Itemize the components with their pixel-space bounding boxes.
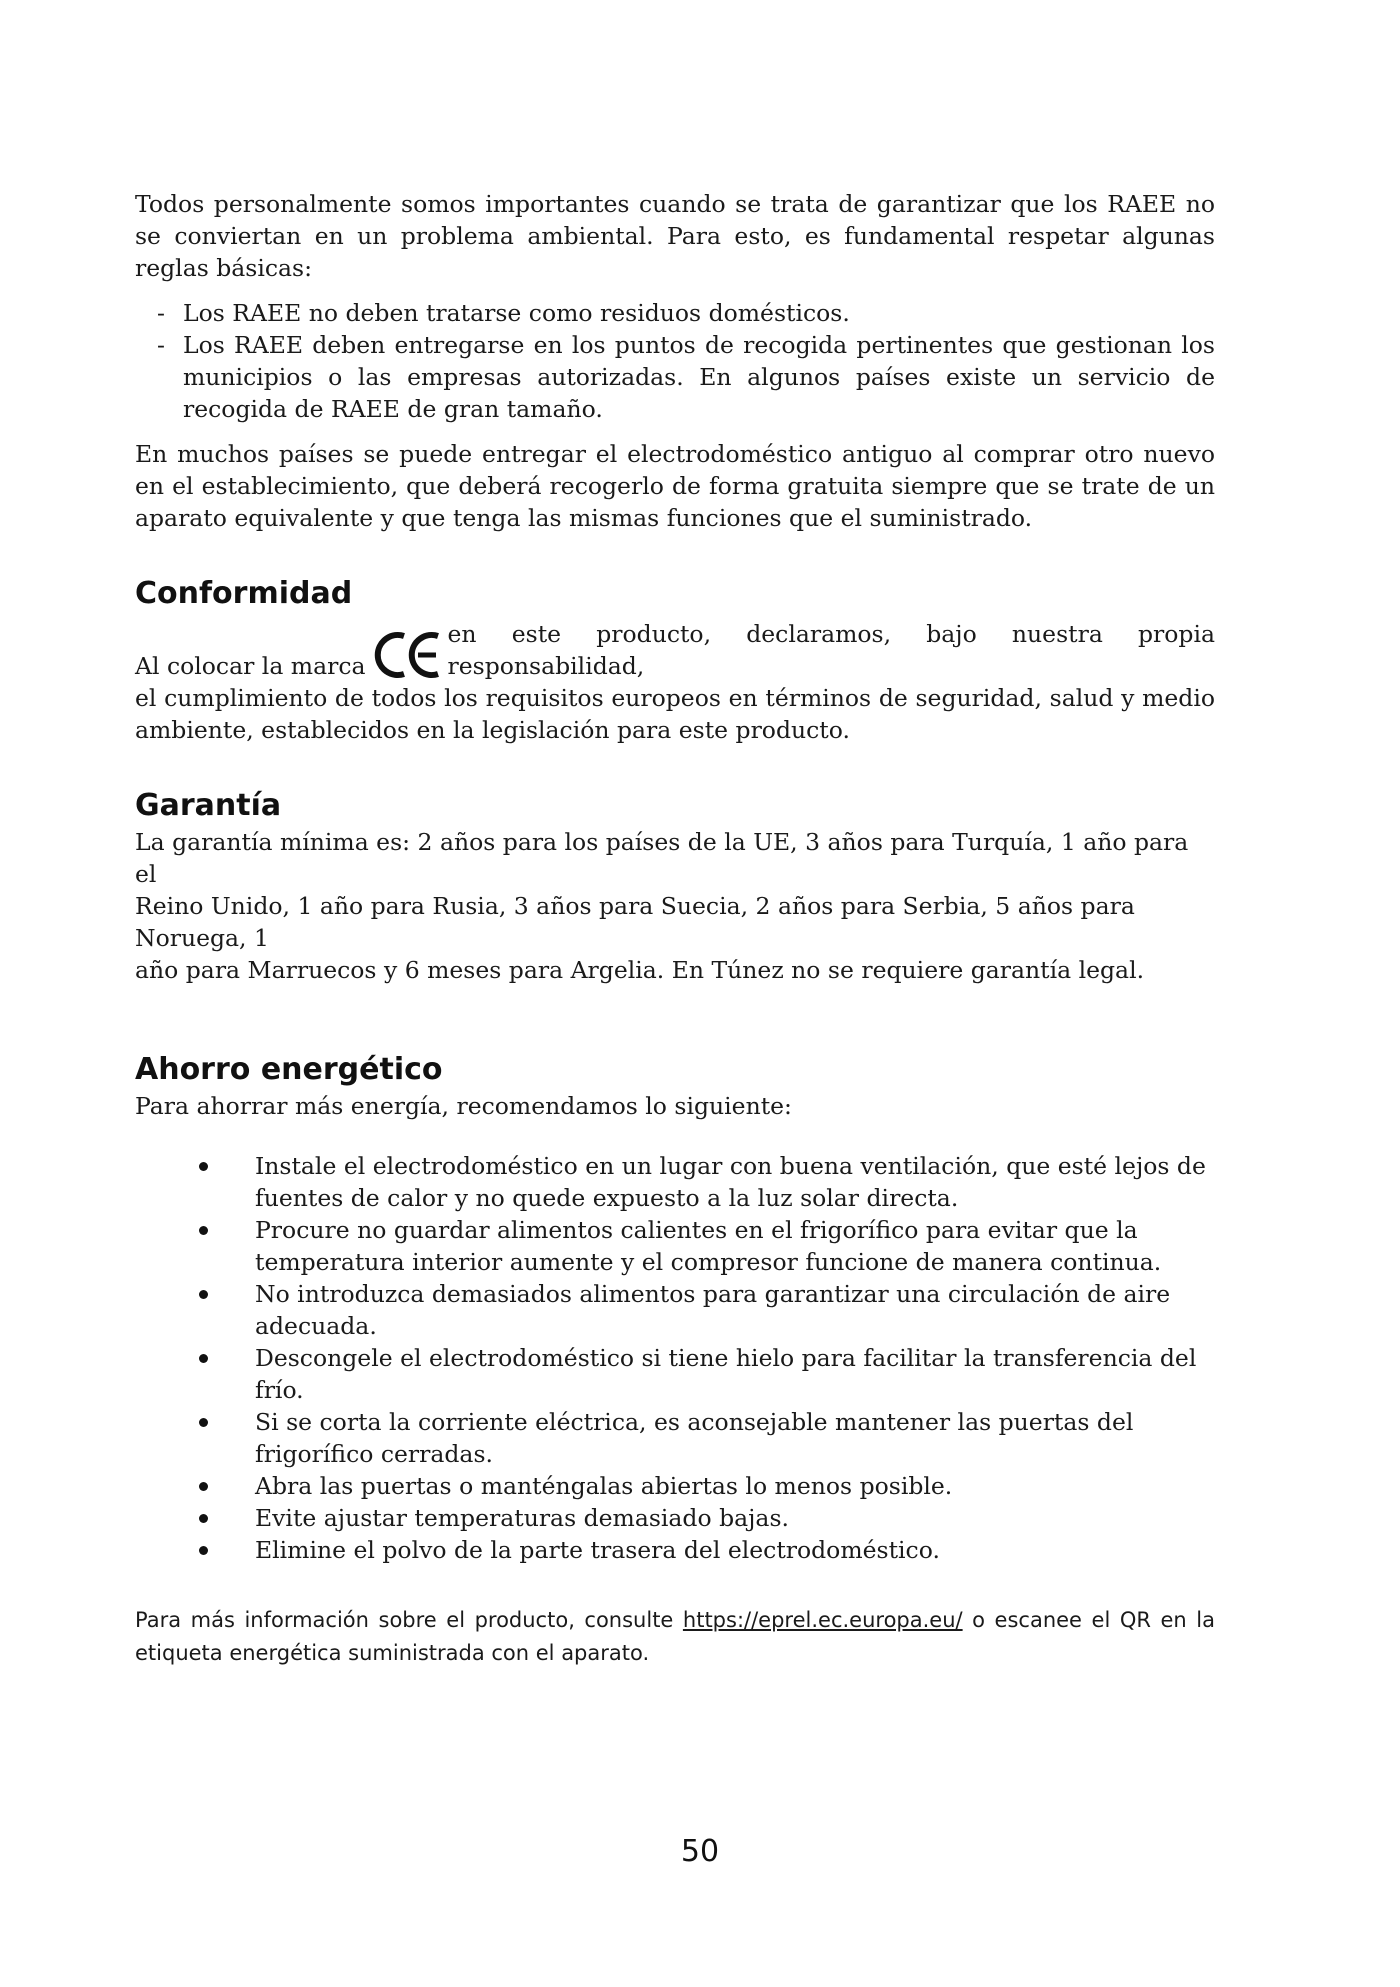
energy-tips-list	[135, 1150, 1215, 1566]
garantia-line: La garantía mínima es: 2 años para los países de la UE, 3 años para Turquía, 1 año para el	[135, 828, 1189, 888]
list-item	[135, 1278, 1215, 1342]
list-item-text: Los RAEE deben entregarse en los puntos de recogida pertinentes que gestionan los municipios o las empresas autorizadas. En algunos países existe un servicio de recogida de RAEE de gran tamaño.	[183, 331, 1215, 423]
section-heading-garantia: Garantía	[135, 788, 282, 823]
conformidad-text-after-mark: en este producto, declaramos, bajo nuestra propia responsabilidad,	[447, 620, 1215, 680]
bullet-icon	[199, 1162, 208, 1171]
bullet-icon	[199, 1418, 208, 1427]
section-heading-ahorro: Ahorro energético	[135, 1052, 443, 1087]
section-heading-conformidad: Conformidad	[135, 576, 353, 611]
list-item	[135, 1214, 1215, 1278]
conformidad-first-line	[135, 618, 1215, 682]
conformidad-text-rest: el cumplimiento de todos los requisitos europeos en términos de seguridad, salud y medio ambiente, establecidos en la legislación para este producto.	[135, 684, 1215, 744]
list-item-text: Elimine el polvo de la parte trasera del electrodoméstico.	[255, 1536, 940, 1564]
bullet-icon	[199, 1514, 208, 1523]
list-item	[135, 1470, 1215, 1502]
list-item	[135, 1342, 1215, 1406]
ce-mark-icon	[366, 630, 448, 680]
ahorro-intro: Para ahorrar más energía, recomendamos lo siguiente:	[135, 1092, 792, 1120]
list-item-text: Evite ajustar temperaturas demasiado bajas.	[255, 1504, 789, 1532]
list-item	[135, 1406, 1215, 1470]
list-item	[135, 329, 1215, 425]
list-item	[135, 1150, 1215, 1214]
list-item-text: Los RAEE no deben tratarse como residuos domésticos.	[183, 299, 850, 327]
list-item-text: Procure no guardar alimentos calientes en el frigorífico para evitar que la temperatura interior aumente y el compresor funcione de manera continua.	[255, 1216, 1162, 1276]
garantia-paragraph	[135, 826, 1215, 986]
list-item	[135, 1534, 1215, 1566]
list-item	[135, 297, 1215, 329]
conformidad-paragraph	[135, 618, 1215, 746]
garantia-line: Reino Unido, 1 año para Rusia, 3 años para Suecia, 2 años para Serbia, 5 años para Noruega, 1	[135, 892, 1135, 952]
bullet-icon	[199, 1482, 208, 1491]
more-info-footnote	[135, 1604, 1215, 1670]
raee-rules-list	[135, 297, 1215, 425]
bullet-icon	[199, 1354, 208, 1363]
dash-marker: -	[157, 331, 165, 359]
bullet-icon	[199, 1290, 208, 1299]
intro-paragraph: Todos personalmente somos importantes cuando se trata de garantizar que los RAEE no se conviertan en un problema ambiental. Para esto, es fundamental respetar algunas reglas básicas:	[135, 190, 1215, 282]
conformidad-text-before-mark: Al colocar la marca	[135, 652, 366, 680]
eprel-link[interactable]: https://eprel.ec.europa.eu/	[682, 1608, 963, 1632]
dash-marker: -	[157, 299, 165, 327]
list-item-text: No introduzca demasiados alimentos para garantizar una circulación de aire adecuada.	[255, 1280, 1171, 1340]
page-content	[135, 188, 1215, 1670]
footnote-text-before-link: Para más información sobre el producto, consulte	[135, 1608, 674, 1632]
bullet-icon	[199, 1546, 208, 1555]
list-item-text: Descongele el electrodoméstico si tiene hielo para facilitar la transferencia del frío.	[255, 1344, 1197, 1404]
list-item-text: Abra las puertas o manténgalas abiertas lo menos posible.	[255, 1472, 953, 1500]
list-item	[135, 1502, 1215, 1534]
page-number: 50	[680, 1834, 720, 1869]
footnote-text-after-link: o escanee el QR en la etiqueta energética suministrada con el aparato.	[135, 1608, 1215, 1665]
list-item-text: Instale el electrodoméstico en un lugar con buena ventilación, que esté lejos de fuentes de calor y no quede expuesto a la luz solar directa.	[255, 1152, 1206, 1212]
list-item-text: Si se corta la corriente eléctrica, es aconsejable mantener las puertas del frigorífico cerradas.	[255, 1408, 1134, 1468]
intro-closing-paragraph: En muchos países se puede entregar el electrodoméstico antiguo al comprar otro nuevo en el establecimiento, que deberá recogerlo de forma gratuita siempre que se trate de un aparato equivalente y que tenga las mismas funciones que el suministrado.	[135, 440, 1215, 532]
garantia-line: año para Marruecos y 6 meses para Argelia. En Túnez no se requiere garantía legal.	[135, 956, 1145, 984]
bullet-icon	[199, 1226, 208, 1235]
